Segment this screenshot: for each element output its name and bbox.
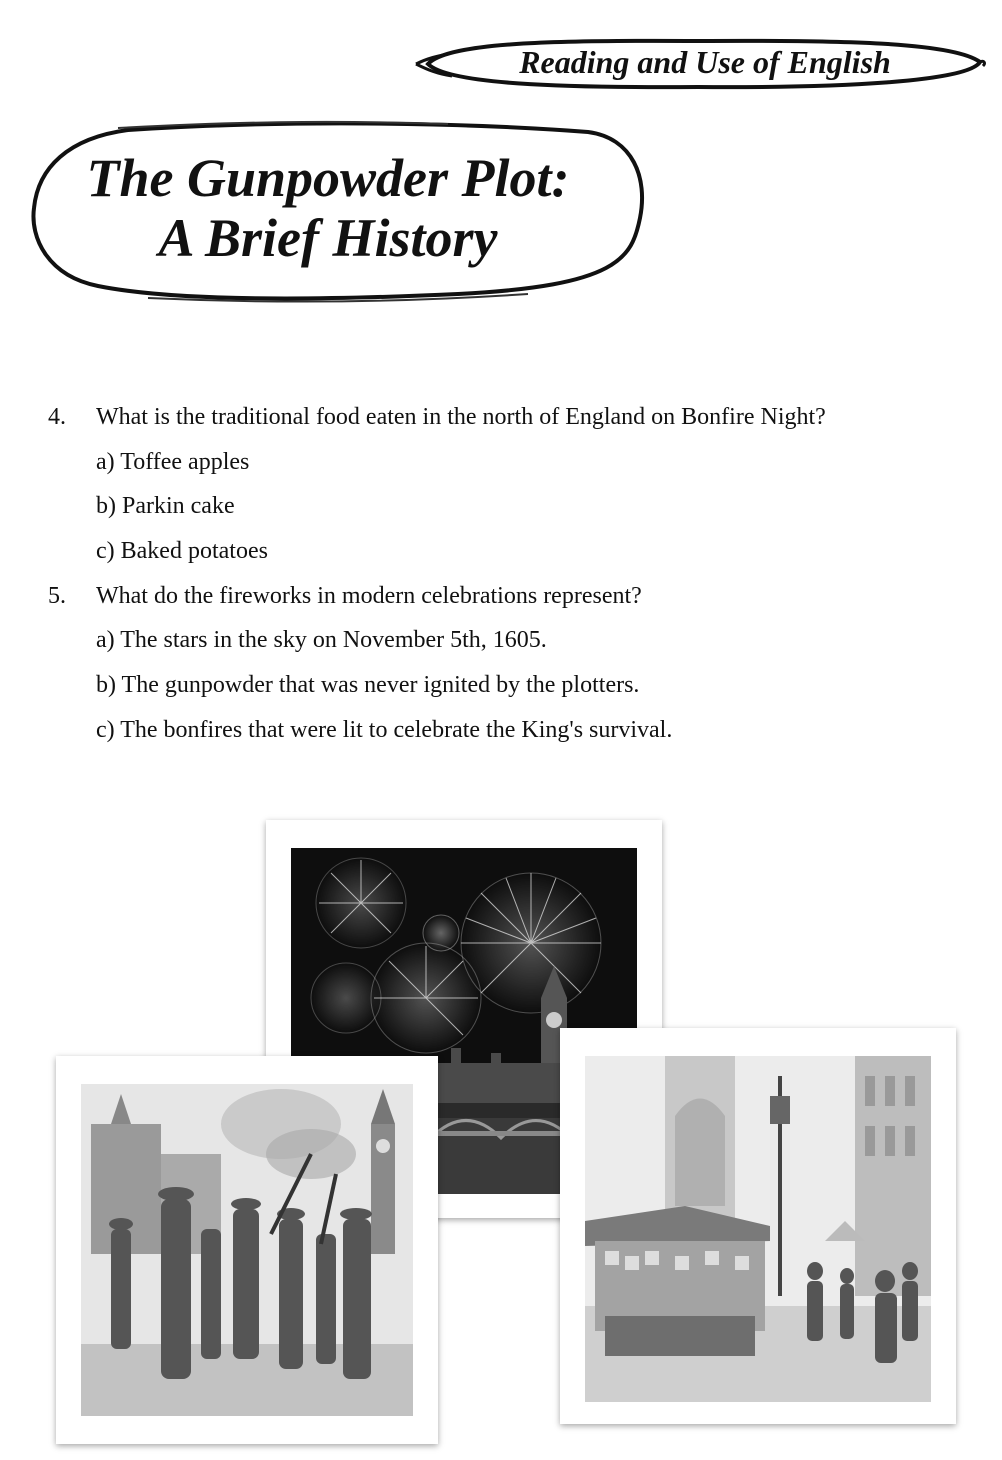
question-text: What is the traditional food eaten in the north of England on Bonfire Night? — [96, 404, 826, 430]
option-text: a) The stars in the sky on November 5th, 1605. — [96, 627, 547, 654]
title-line-1: The Gunpowder Plot: — [86, 148, 570, 208]
answer-option — [48, 708, 948, 753]
section-label: Reading and Use of English — [519, 44, 891, 80]
answer-option — [48, 618, 948, 663]
market-photo-frame — [560, 1028, 956, 1424]
answer-option — [48, 484, 948, 529]
question-number: 4. — [48, 404, 66, 430]
question-row — [48, 574, 948, 619]
page-title — [28, 148, 628, 268]
option-text: b) The gunpowder that was never ignited by the plotters. — [96, 672, 640, 699]
option-text: a) Toffee apples — [96, 448, 250, 475]
answer-option — [48, 440, 948, 485]
option-text: c) The bonfires that were lit to celebrate the King's survival. — [96, 716, 673, 743]
question-text: What do the fireworks in modern celebrations represent? — [96, 582, 642, 609]
question-5 — [48, 574, 948, 753]
option-text: b) Parkin cake — [96, 493, 235, 520]
question-list — [48, 395, 948, 753]
question-row — [48, 395, 948, 440]
section-banner — [408, 36, 988, 92]
question-number: 5. — [48, 582, 66, 609]
crowd-photo-frame — [56, 1056, 438, 1444]
title-oval — [28, 118, 648, 308]
answer-option — [48, 529, 948, 574]
question-4 — [48, 395, 948, 574]
option-text: c) Baked potatoes — [96, 538, 268, 565]
title-line-2: A Brief History — [158, 208, 498, 268]
answer-option — [48, 663, 948, 708]
17th-century-crowd-illustration — [81, 1084, 413, 1416]
street-market-illustration — [585, 1056, 931, 1402]
